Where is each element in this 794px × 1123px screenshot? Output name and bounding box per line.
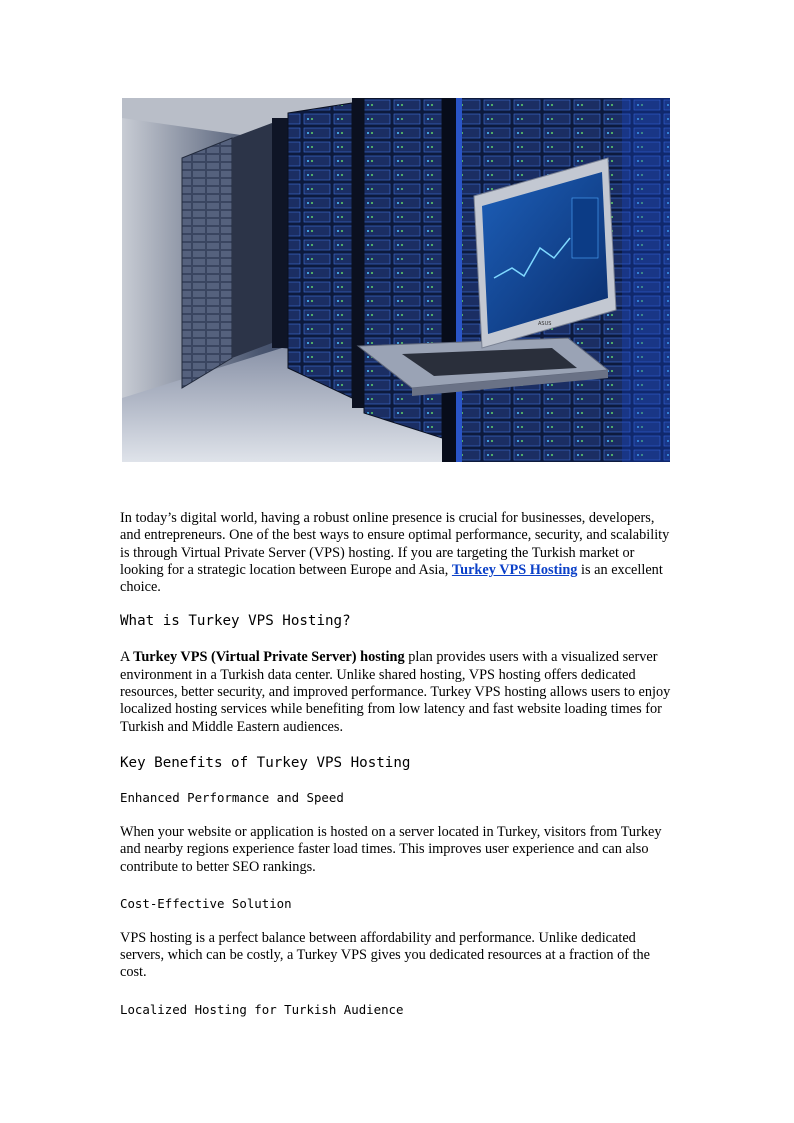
benefit-text: VPS hosting is a perfect balance between affordability and performance. Unlike dedicated servers, which can be costly, a Turkey VPS gives you dedicated resources at a fraction of the cost. xyxy=(120,929,651,981)
benefit-text: When your website or application is hosted on a server located in Turkey, visitors from Turkey and nearby regions experience faster load times. This improves user experience and can also contribute to better SEO rankings. xyxy=(120,823,662,875)
key-benefits-heading: Key Benefits of Turkey VPS Hosting xyxy=(120,754,411,771)
hero-image xyxy=(122,98,670,462)
benefit-title: Enhanced Performance and Speed xyxy=(120,789,344,805)
what-is-heading: What is Turkey VPS Hosting? xyxy=(120,613,351,630)
benefit-title: Localized Hosting for Turkish Audience xyxy=(120,1001,404,1017)
server-room-illustration xyxy=(122,98,670,462)
intro-paragraph: In today’s digital world, having a robust online presence is crucial for businesses, developers, and entrepreneurs. One of the best ways to ensure optimal performance, security, and scalability is through Virtual Private Server (VPS) hosting. If you are targeting the Turkish market or looking for a strategic location between Europe and Asia, Turkey VPS Hosting is an excellent choice. xyxy=(120,510,670,596)
monitor-brand: ASUS xyxy=(538,321,552,327)
benefit-title: Cost-Effective Solution xyxy=(120,895,292,911)
article-body xyxy=(120,510,675,1019)
what-is-paragraph: A Turkey VPS (Virtual Private Server) hosting plan provides users with a visualized server environment in a Turkish data center. Unlike shared hosting, VPS hosting offers dedicated resources, better security, and improved performance. Turkey VPS hosting allows users to enjoy localized hosting services while benefiting from low latency and fast website loading times for Turkish and Middle Eastern audiences. xyxy=(120,649,671,735)
turkey-vps-hosting-link[interactable]: Turkey VPS Hosting xyxy=(451,561,578,578)
